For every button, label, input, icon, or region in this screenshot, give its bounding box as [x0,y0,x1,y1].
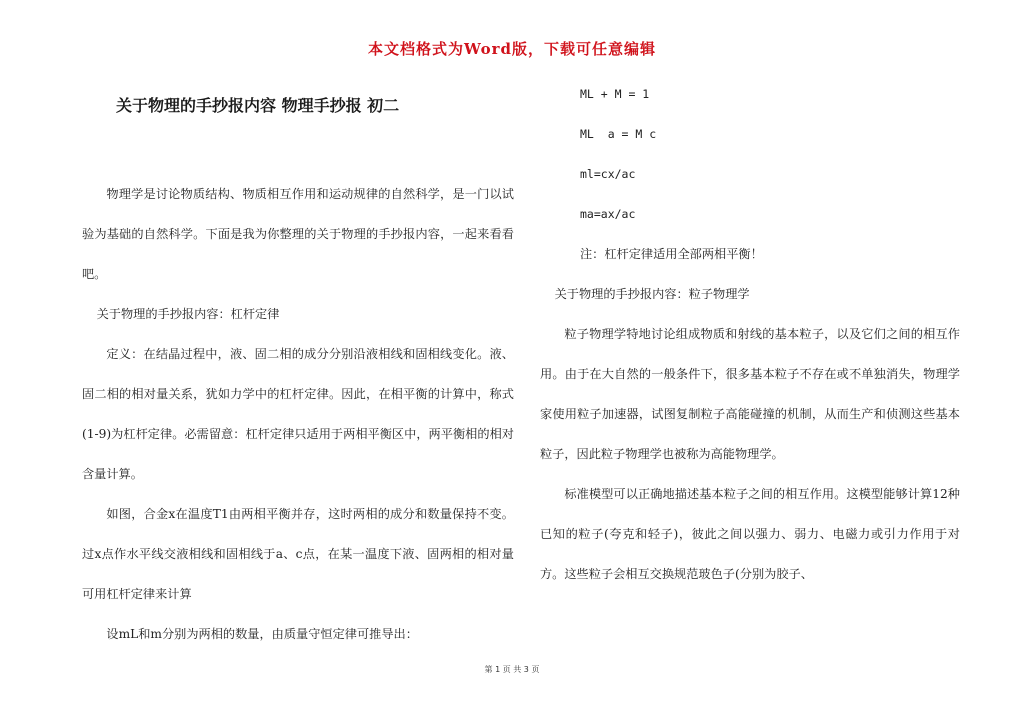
setup-paragraph: 设mL和m分别为两相的数量，由质量守恒定律可推导出： [106,627,418,641]
left-column [82,174,514,654]
section-heading-lever-law: 关于物理的手抄报内容：杠杆定律 [96,307,280,321]
download-banner: 本文档格式为Word版，下载可任意编辑 [367,40,657,58]
document-title: 关于物理的手抄报内容 物理手抄报 初二 [116,96,400,115]
formula-lever-balance: ML a = M c [580,127,657,141]
right-column [540,74,960,594]
particle-physics-paragraph: 粒子物理学特地讨论组成物质和射线的基本粒子，以及它们之间的相互作用。由于在大自然的一般条件下，很多基本粒子不存在或不单独消失，物理学家使用粒子加速器，试图复制粒子高能碰撞的机制，从而生产和侦测这些基本粒子，因此粒子物理学也被称为高能物理学。 [540,327,960,461]
page-number-footer: 第 1 页 共 3 页 [484,665,540,674]
intro-paragraph: 物理学是讨论物质结构、物质相互作用和运动规律的自然科学，是一门以试验为基础的自然科学。下面是我为你整理的关于物理的手抄报内容，一起来看看吧。 [82,187,514,281]
lever-law-note: 注：杠杆定律适用全部两相平衡！ [580,247,763,261]
example-paragraph: 如图，合金x在温度T1由两相平衡并存，这时两相的成分和数量保持不变。过x点作水平线交液相线和固相线于a、c点，在某一温度下液、固两相的相对量可用杠杆定律来计算 [82,507,514,601]
formula-mass-sum: ML + M = 1 [580,87,650,101]
standard-model-paragraph: 标准模型可以正确地描述基本粒子之间的相互作用。这模型能够计算12种已知的粒子(夸克和轻子)，彼此之间以强力、弱力、电磁力或引力作用于对方。这些粒子会相互交换规范玻色子(分别为胶子、 [540,487,960,581]
formula-liquid-fraction: ml=cx/ac [580,167,636,181]
section-heading-particle-physics: 关于物理的手抄报内容：粒子物理学 [554,287,750,301]
formula-solid-fraction: ma=ax/ac [580,207,636,221]
definition-paragraph: 定义：在结晶过程中，液、固二相的成分分别沿液相线和固相线变化。液、固二相的相对量关系，犹如力学中的杠杆定律。因此，在相平衡的计算中，称式(1-9)为杠杆定律。必需留意：杠杆定律只适用于两相平衡区中，两平衡相的相对含量计算。 [82,347,514,481]
